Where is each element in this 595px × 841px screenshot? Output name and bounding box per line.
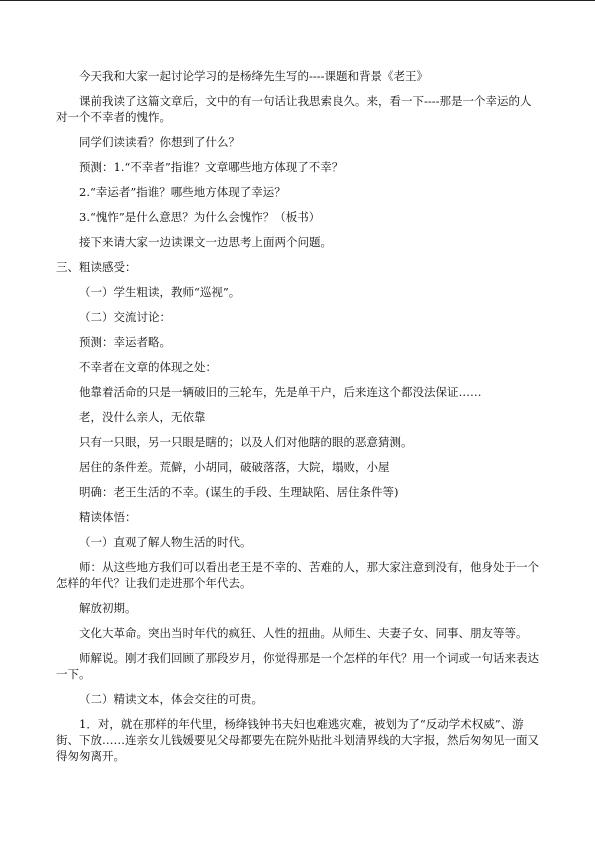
paragraph-teacher-2: 师解说。刚才我们回顾了那段岁月，你觉得那是一个怎样的年代？用一个词或一句话来表达一下。 [56, 651, 539, 681]
conclusion-line: 明确：老王生活的不幸。(谋生的手段、生理缺陷、居住条件等) [79, 485, 399, 499]
page-top-border [0, 0, 595, 1]
section-heading-3: 三、粗读感受： [56, 260, 137, 274]
prediction-item-1: 预测：1.“不幸者”指谁？文章哪些地方体现了不幸？ [79, 160, 344, 174]
prediction-item-2: 2.“幸运者”指谁？哪些地方体现了幸运？ [79, 185, 286, 199]
paragraph-instruction: 接下来请大家一边读课文一边思考上面两个问题。 [79, 235, 332, 249]
paragraph-teacher-1: 师：从这些地方我们可以看出老王是不幸的、苦难的人，那大家注意到没有，他身处于一个怎样的年代？让我们走进那个年代去。 [56, 560, 539, 590]
document-body [56, 68, 540, 773]
prediction-item-3: 3.“愧怍”是什么意思？为什么会愧怍？（板书） [79, 210, 321, 224]
subsection-1: （一）学生粗读，教师“巡视”。 [79, 285, 241, 299]
misfortune-item-3: 只有一只眼，另一只眼是瞎的；以及人们对他瞎的眼的恶意猜测。 [79, 435, 413, 449]
era-cultural-revolution: 文化大革命。突出当时年代的疯狂、人性的扭曲。从师生、夫妻子女、同事、朋友等等。 [79, 626, 528, 640]
paragraph-intro: 今天我和大家一起讨论学习的是杨绛先生写的----课题和背景《老王》 [79, 69, 429, 83]
misfortune-item-1: 他靠着活命的只是一辆破旧的三轮车，先是单干户，后来连这个都没法保证…… [79, 385, 482, 399]
close-reading-sub-2: （二）精读文本，体会交往的可贵。 [79, 692, 263, 706]
paragraph-question: 同学们读读看？你想到了什么？ [79, 135, 240, 149]
era-liberation: 解放初期。 [79, 601, 137, 615]
prediction-fortunate: 预测：幸运者略。 [79, 335, 171, 349]
subsection-2: （二）交流讨论： [79, 310, 171, 324]
misfortune-item-2: 老，没什么亲人，无依靠 [79, 410, 206, 424]
misfortune-heading: 不幸者在文章的体现之处： [79, 360, 217, 374]
paragraph-quote: 课前我读了这篇文章后，文中的有一句话让我思索良久。来，看一下----那是一个幸运的人对一个不幸者的愧怍。 [56, 94, 532, 124]
misfortune-item-4: 居住的条件差。荒僻，小胡同，破破落落，大院，塌败，小屋 [79, 460, 390, 474]
section-heading-close-reading: 精读体悟： [79, 510, 137, 524]
paragraph-item-1: 1．对，就在那样的年代里，杨绛钱钟书夫妇也难逃灾难，被划为了“反动学术权威”、游街、下放……连亲女儿钱媛要见父母都要先在院外贴批斗划清界线的大字报，然后匆匆见一面又得匆匆离开。 [56, 717, 539, 763]
close-reading-sub-1: （一）直观了解人物生活的时代。 [79, 535, 252, 549]
